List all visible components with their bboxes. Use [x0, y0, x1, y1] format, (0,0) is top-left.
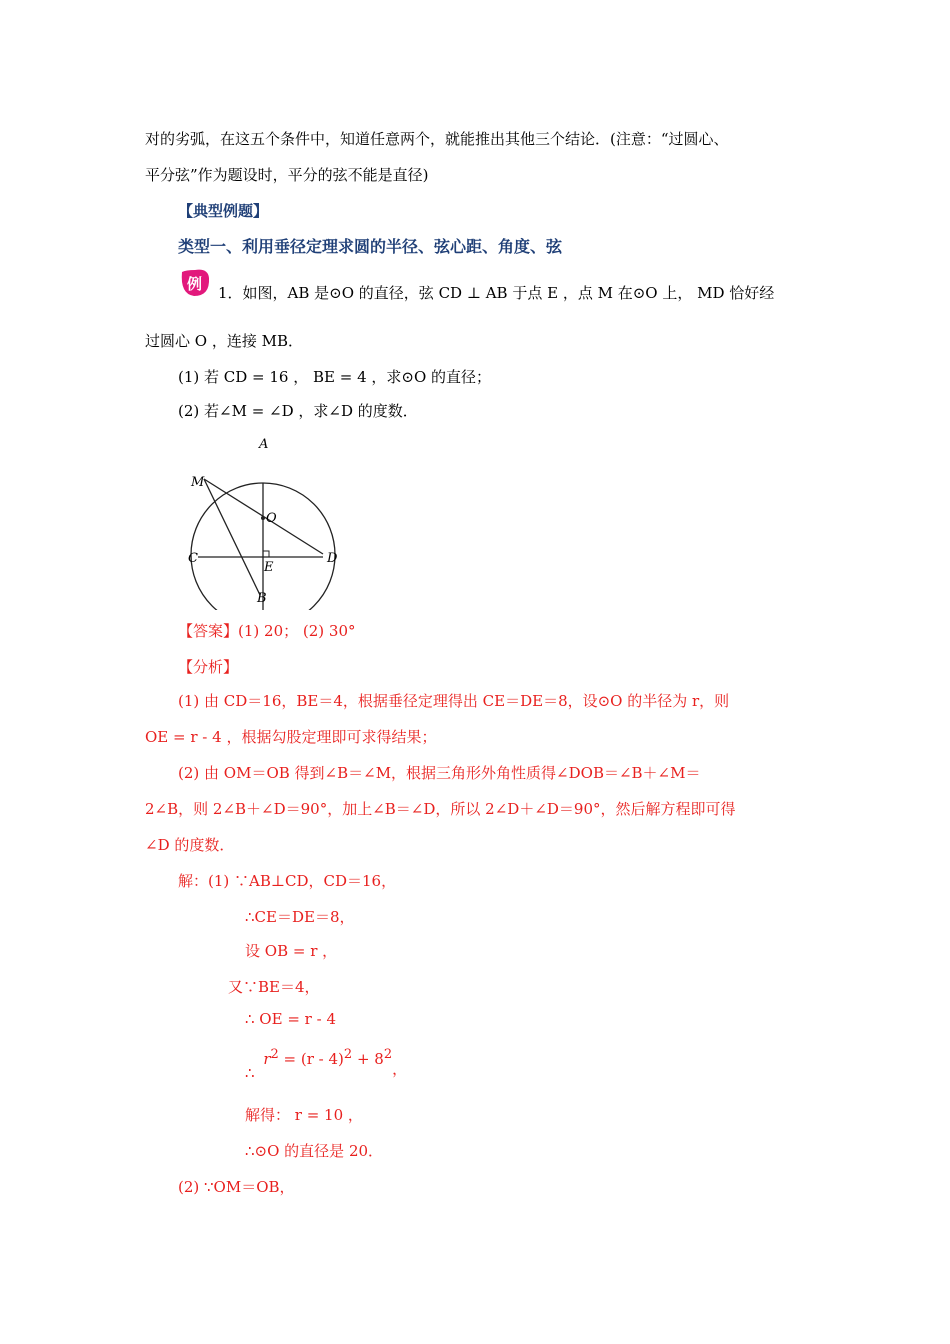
- solution-step-1: 解：(1) ∵AB⊥CD，CD＝16，: [178, 872, 397, 890]
- answer-text: (1) 20； (2) 30°: [238, 622, 356, 640]
- label-b: B: [257, 591, 267, 606]
- solution-step-8: ∴⊙O 的直径是 20．: [245, 1142, 384, 1160]
- label-e: E: [264, 560, 274, 575]
- label-m: M: [191, 475, 205, 490]
- badge-label: 例: [187, 275, 203, 293]
- solution-step-5: ∴ OE = r - 4: [245, 1010, 336, 1028]
- answer-label: 【答案】: [178, 622, 239, 640]
- eq-mid: = (r - 4): [278, 1050, 344, 1068]
- eq-exp-2: 2: [343, 1047, 353, 1062]
- therefore-symbol: ∴: [245, 1064, 255, 1082]
- type-title: 类型一、利用垂径定理求圆的半径、弦心距、角度、弦: [178, 237, 563, 256]
- eq-comma: ，: [392, 1060, 408, 1078]
- question-1: (1) 若 CD = 16 ， BE = 4 ，求⊙O 的直径；: [178, 368, 492, 386]
- solution-step-7: 解得： r = 10 ，: [245, 1106, 363, 1124]
- intro-line-2: 平分弦”作为题设时，平分的弦不能是直径): [145, 166, 429, 184]
- analysis-label: 【分析】: [178, 658, 239, 676]
- section-title: 【典型例题】: [178, 202, 269, 220]
- eq-r: r: [263, 1050, 271, 1068]
- figure-labels: [180, 432, 350, 610]
- label-d: D: [327, 551, 338, 566]
- label-a: A: [259, 437, 269, 452]
- example-line-2: 过圆心 O ，连接 MB．: [145, 332, 303, 350]
- eq-plus: + 8: [352, 1050, 384, 1068]
- eq-exp-3: 2: [383, 1047, 393, 1062]
- label-c: C: [188, 551, 198, 566]
- analysis-p2-line-3: ∠D 的度数．: [145, 836, 235, 854]
- example-badge-icon: [178, 268, 212, 298]
- intro-line-1: 对的劣弧，在这五个条件中，知道任意两个，就能推出其他三个结论．(注意：“过圆心、: [145, 130, 729, 148]
- answer-row: [178, 620, 356, 642]
- solution-step-4: 又∵BE＝4，: [228, 978, 320, 996]
- label-o: O: [266, 511, 277, 526]
- eq-exp-1: 2: [270, 1047, 279, 1062]
- example-line-1: 1．如图，AB 是⊙O 的直径，弦 CD ⊥ AB 于点 E ，点 M 在⊙O 上， MD 恰好经: [218, 284, 775, 302]
- question-2: (2) 若∠M = ∠D ，求∠D 的度数．: [178, 402, 418, 420]
- solution-step-6: [245, 1044, 407, 1080]
- solution-step-2: ∴CE＝DE＝8，: [245, 908, 355, 926]
- solution-step-9: (2) ∵OM＝OB，: [178, 1178, 295, 1196]
- solution-step-3: 设 OB = r ，: [245, 942, 338, 960]
- analysis-p1-line-2: OE = r - 4 ，根据勾股定理即可求得结果；: [145, 728, 437, 746]
- analysis-p1-line-1: (1) 由 CD＝16，BE＝4，根据垂径定理得出 CE＝DE＝8，设⊙O 的半径为 r，则: [178, 692, 730, 710]
- analysis-p2-line-1: (2) 由 OM＝OB 得到∠B＝∠M，根据三角形外角性质得∠DOB＝∠B＋∠M＝: [178, 764, 701, 782]
- analysis-p2-line-2: 2∠B，则 2∠B＋∠D＝90°，加上∠B＝∠D，所以 2∠D＋∠D＝90°，然后解方程即可得: [145, 800, 736, 818]
